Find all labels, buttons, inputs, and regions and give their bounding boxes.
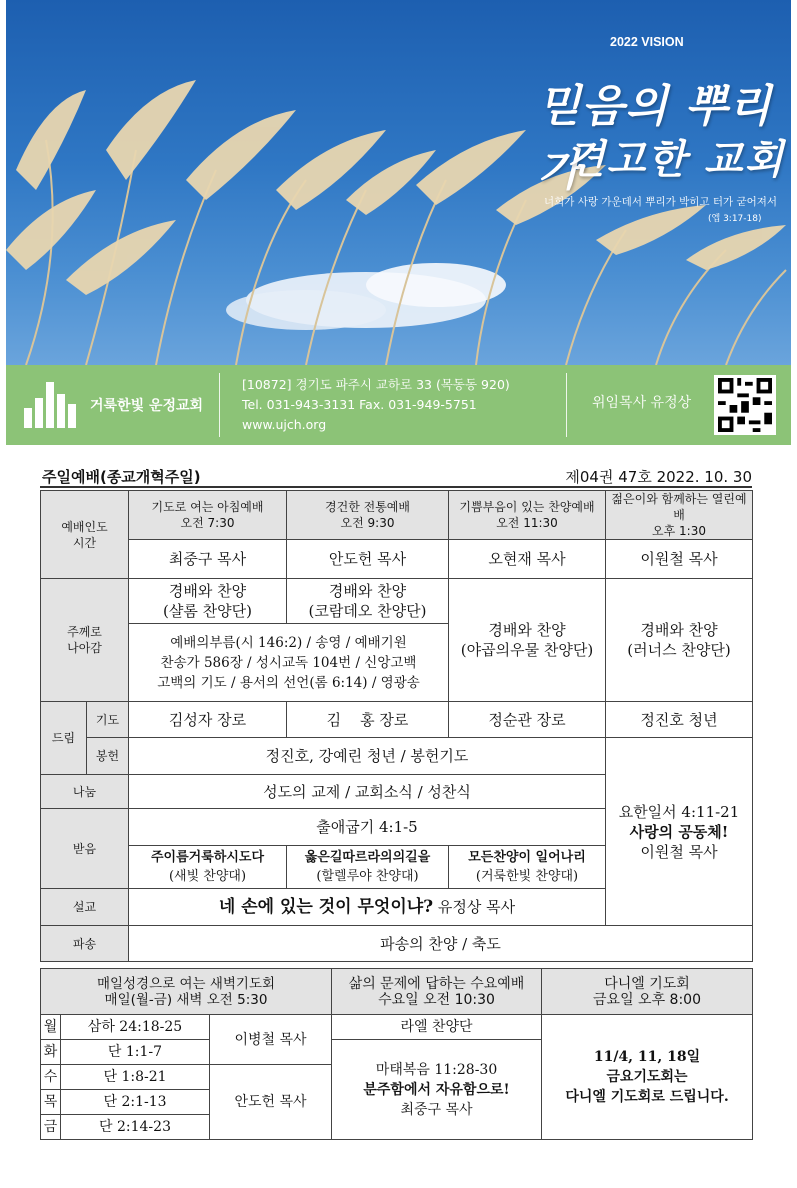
choir-3: 모든찬양이 일어나리 (거룩한빛 찬양대) (449, 846, 606, 889)
service-1-prayer: 김성자 장로 (129, 702, 287, 738)
label-offering: 봉헌 (87, 738, 129, 775)
day-fri: 금 (41, 1115, 61, 1140)
service-3-prayer: 정순관 장로 (449, 702, 606, 738)
label-theme: 주께로 나아감 (41, 579, 129, 702)
theme-verse: 너희가 사랑 가운데서 뿌리가 박히고 터가 굳어져서 (544, 196, 778, 208)
cover-photo (6, 0, 791, 365)
choir-1: 주이름거룩하시도다 (새빛 찬양대) (129, 846, 287, 889)
church-contact (242, 375, 510, 435)
label-time: 예배인도 시간 (41, 491, 129, 579)
vision-title-line1: 믿음의 뿌리가 (538, 81, 772, 196)
sunday-service-table (40, 490, 753, 962)
service-4-theme: 경배와 찬양 (러너스 찬양단) (606, 579, 753, 702)
day-wed: 수 (41, 1065, 61, 1090)
dawn-leader-1: 이병철 목사 (210, 1015, 332, 1065)
church-name: 거룩한빛 운정교회 (90, 398, 204, 414)
dawn-prayer-header: 매일성경으로 여는 새벽기도회 매일(월-금) 새벽 오전 5:30 (41, 969, 332, 1015)
share-text: 성도의 교제 / 교회소식 / 성찬식 (129, 775, 606, 809)
church-logo-icon (24, 382, 82, 428)
wednesday-choir: 라엘 찬양단 (332, 1015, 542, 1040)
senior-pastor: 위임목사 유정상 (592, 395, 692, 411)
reading-wed: 단 1:8-21 (61, 1065, 210, 1090)
service-3-theme: 경배와 찬양 (야곱의우물 찬양단) (449, 579, 606, 702)
church-address: [10872] 경기도 파주시 교하로 33 (목동동 920) (242, 377, 510, 392)
label-offer: 드림 (41, 702, 87, 775)
church-website[interactable]: www.ujch.org (242, 417, 327, 432)
service-1-theme: 경배와 찬양 (샬롬 찬양단) (129, 579, 287, 624)
order-of-worship: 예배의부름(시 146:2) / 송영 / 예배기원 찬송가 586장 / 성시교독 104번 / 신앙고백 고백의 기도 / 용서의 선언(롬 6:14) / 영광송 (129, 624, 449, 702)
service-3-leader: 오현재 목사 (449, 540, 606, 579)
theme-verse-ref: (엡 3:17-18) (708, 214, 762, 224)
service-4-leader: 이원철 목사 (606, 540, 753, 579)
friday-header: 다니엘 기도회 금요일 오후 8:00 (542, 969, 753, 1015)
weekly-meetings-table (40, 968, 753, 1140)
offering-text: 정진호, 강예린 청년 / 봉헌기도 (129, 738, 606, 775)
service-2-header: 경건한 전통예배 오전 9:30 (287, 491, 449, 540)
issue-date: 제04권 47호 2022. 10. 30 (565, 468, 752, 486)
wednesday-header: 삶의 문제에 답하는 수요예배 수요일 오전 10:30 (332, 969, 542, 1015)
vision-label: 2022 VISION (610, 35, 684, 49)
day-thu: 목 (41, 1090, 61, 1115)
service-2-prayer: 김 홍 장로 (287, 702, 449, 738)
scripture-reading: 출애굽기 4:1-5 (129, 809, 606, 846)
service-3-header: 기쁨부음이 있는 찬양예배 오전 11:30 (449, 491, 606, 540)
choir-2: 옳은길따르라의의길을 (할렐루야 찬양대) (287, 846, 449, 889)
vision-title-line2: 견고한 교회 (566, 136, 786, 183)
church-logo (24, 379, 224, 431)
label-dismissal: 파송 (41, 926, 129, 962)
youth-sermon: 요한일서 4:11-21 사랑의 공동체! 이원철 목사 (606, 738, 753, 926)
service-1-header: 기도로 여는 아침예배 오전 7:30 (129, 491, 287, 540)
day-tue: 화 (41, 1040, 61, 1065)
service-4-prayer: 정진호 청년 (606, 702, 753, 738)
dawn-leader-2: 안도헌 목사 (210, 1065, 332, 1140)
wednesday-sermon: 마태복음 11:28-30 분주함에서 자유함으로! 최중구 목사 (332, 1040, 542, 1140)
qr-code[interactable] (714, 375, 776, 435)
dismissal-text: 파송의 찬양 / 축도 (129, 926, 753, 962)
label-receive: 받음 (41, 809, 129, 889)
service-title: 주일예배(종교개혁주일) (42, 468, 201, 486)
friday-notice: 11/4, 11, 18일 금요기도회는 다니엘 기도회로 드립니다. (542, 1015, 753, 1140)
label-share: 나눔 (41, 775, 129, 809)
reading-mon: 삼하 24:18-25 (61, 1015, 210, 1040)
service-2-leader: 안도헌 목사 (287, 540, 449, 579)
reading-thu: 단 2:1-13 (61, 1090, 210, 1115)
reading-fri: 단 2:14-23 (61, 1115, 210, 1140)
service-4-header: 젊은이와 함께하는 열린예배 오후 1:30 (606, 491, 753, 540)
label-sermon: 설교 (41, 889, 129, 926)
church-info-band (6, 365, 791, 445)
bulletin-header (40, 466, 752, 488)
sermon-text: 네 손에 있는 것이 무엇이냐? 유정상 목사 (129, 889, 606, 926)
church-phone: Tel. 031-943-3131 Fax. 031-949-5751 (242, 397, 477, 412)
reading-tue: 단 1:1-7 (61, 1040, 210, 1065)
service-1-leader: 최중구 목사 (129, 540, 287, 579)
day-mon: 월 (41, 1015, 61, 1040)
service-2-theme: 경배와 찬양 (코람데오 찬양단) (287, 579, 449, 624)
label-prayer: 기도 (87, 702, 129, 738)
